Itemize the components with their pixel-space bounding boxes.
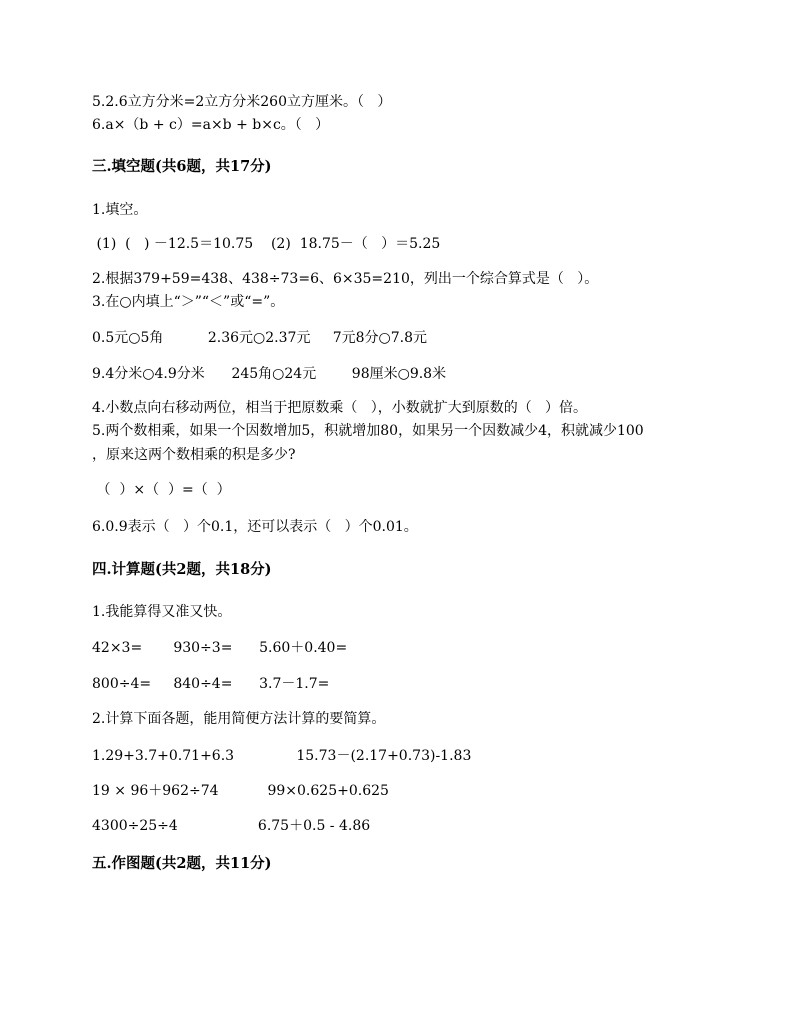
calc-q2-title: 2.计算下面各题，能用简便方法计算的要简算。: [92, 711, 386, 727]
fill-q3-title: 3.在○内填上“＞”“＜”或“=”。: [92, 294, 285, 310]
fill-q1-title: 1.填空。: [92, 202, 148, 218]
calc-q1-title: 1.我能算得又准又快。: [92, 604, 232, 620]
fill-q2: 2.根据379+59=438、438÷73=6、6×35=210，列出一个综合算式是（ ）。: [92, 271, 599, 287]
section-5-title: 五.作图题(共2题，共11分): [92, 855, 272, 872]
fill-q4: 4.小数点向右移动两位，相当于把原数乘（ ），小数就扩大到原数的（ ）倍。: [92, 400, 588, 416]
calc-q2-row1: 1.29+3.7+0.71+6.3 15.73－(2.17+0.73)-1.83: [92, 748, 472, 764]
fill-q5-line2: ，原来这两个数相乘的积是多少?: [92, 447, 296, 463]
section-3-title: 三.填空题(共6题，共17分): [92, 158, 272, 175]
fill-q5-blank: （ ）×（ ）=（ ）: [92, 482, 231, 498]
line-judge-5: 5.2.6立方分米=2立方分米260立方厘米。（ ）: [92, 94, 392, 110]
fill-q3-row1: 0.5元○5角 2.36元○2.37元 7元8分○7.8元: [92, 330, 427, 346]
fill-q3-row2: 9.4分米○4.9分米 245角○24元 98厘米○9.8米: [92, 366, 447, 382]
section-4-title: 四.计算题(共2题，共18分): [92, 561, 272, 578]
calc-q1-row1: 42×3= 930÷3= 5.60＋0.40=: [92, 640, 348, 656]
line-judge-6: 6.a×（b + c）=a×b + b×c。（ ）: [92, 117, 330, 133]
fill-q1-body: (1) ( ) －12.5＝10.75 (2) 18.75－（ ）＝5.25: [92, 236, 441, 252]
calc-q2-row2: 19 × 96＋962÷74 99×0.625+0.625: [92, 783, 389, 799]
calc-q1-row2: 800÷4= 840÷4= 3.7－1.7=: [92, 676, 330, 692]
fill-q6: 6.0.9表示（ ）个0.1，还可以表示（ ）个0.01。: [92, 519, 418, 535]
fill-q5-line1: 5.两个数相乘，如果一个因数增加5，积就增加80，如果另一个因数减少4，积就减少100: [92, 423, 644, 439]
calc-q2-row3: 4300÷25÷4 6.75＋0.5 - 4.86: [92, 818, 371, 834]
